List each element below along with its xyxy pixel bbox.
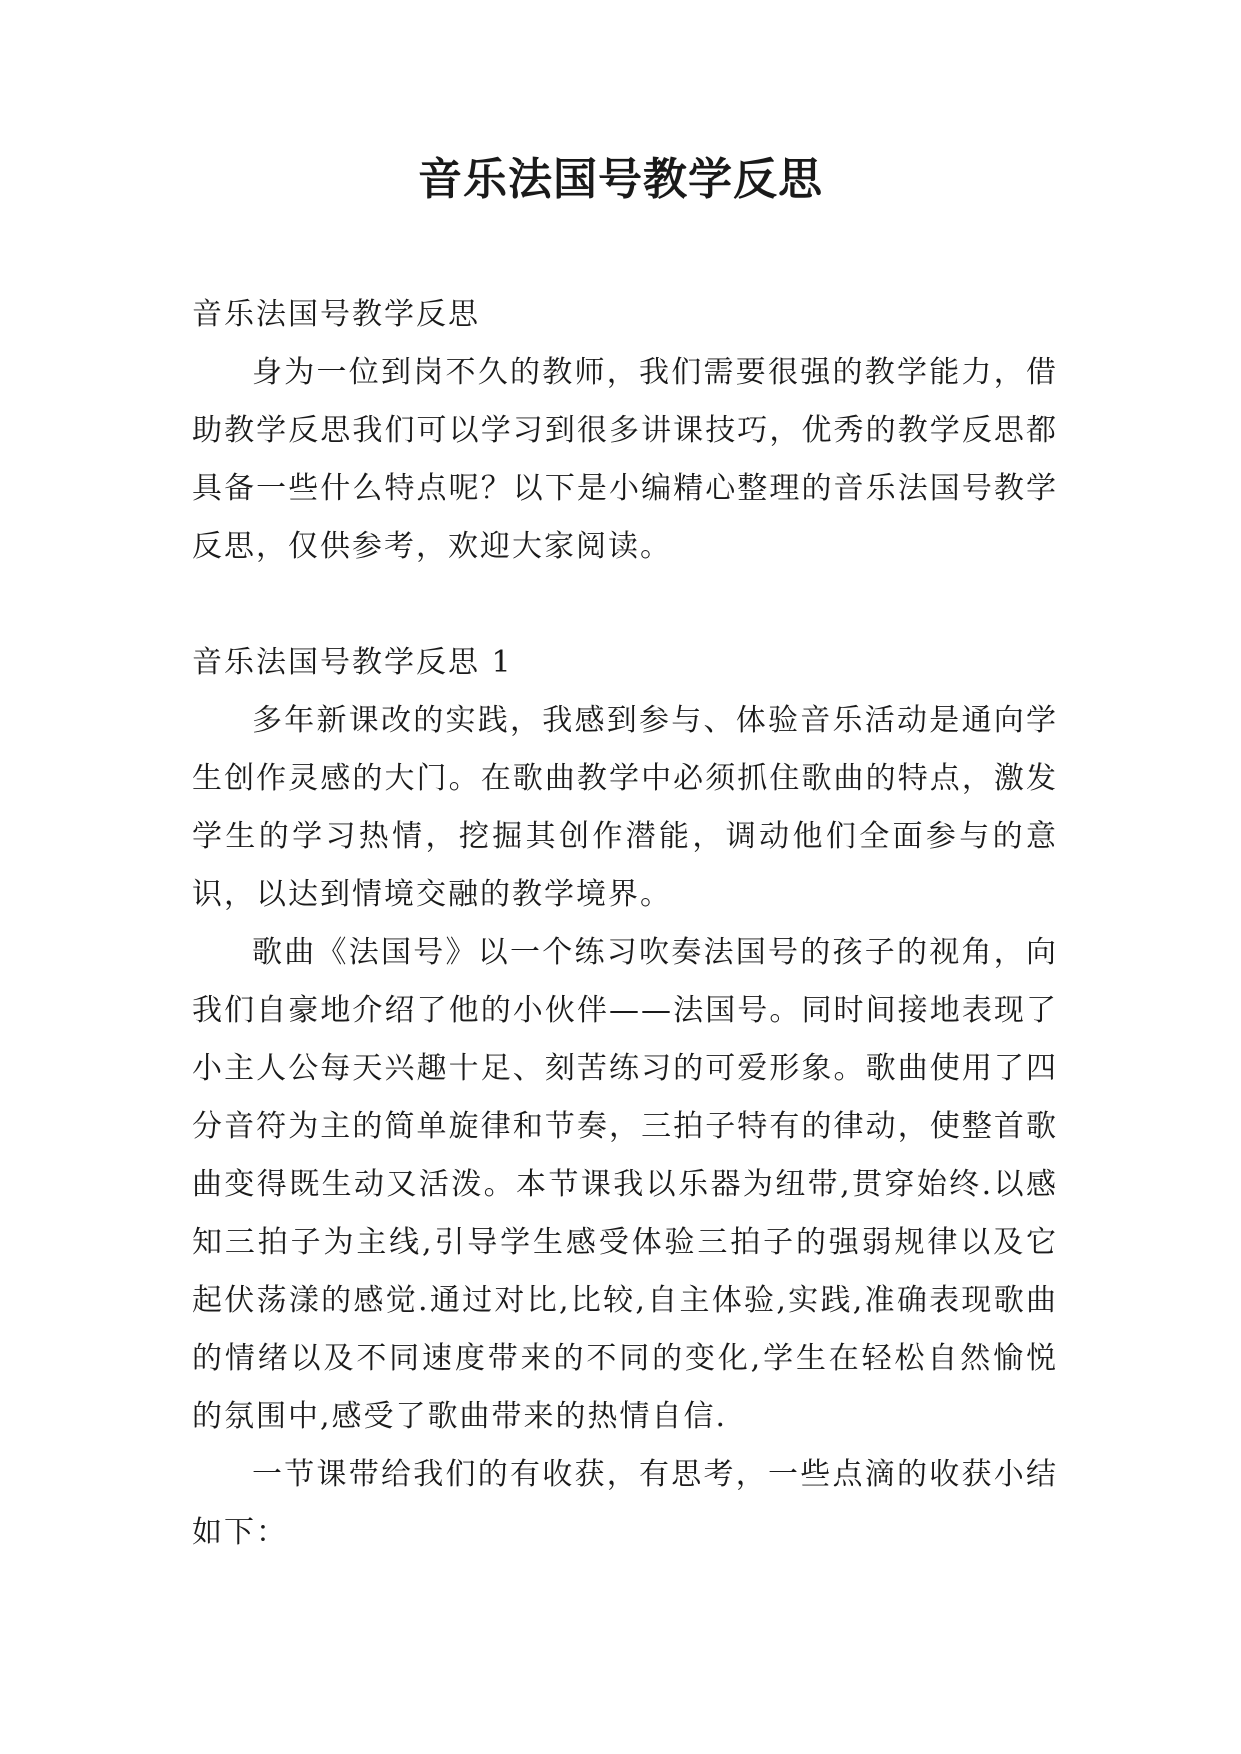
intro-heading: 音乐法国号教学反思 xyxy=(192,297,480,332)
document-title: 音乐法国号教学反思 xyxy=(418,154,823,205)
section-1-paragraph-2: 歌曲《法国号》以一个练习吹奏法国号的孩子的视角，向我们自豪地介绍了他的小伙伴——法国号。同时间接地表现了小主人公每天兴趣十足、刻苦练习的可爱形象。歌曲使用了四分音符为主的简单旋律和节奏，三拍子特有的律动，使整首歌曲变得既生动又活泼。本节课我以乐器为纽带,贯穿始终.以感知三拍子为主线,引导学生感受体验三拍子的强弱规律以及它起伏荡漾的感觉.通过对比,比较,自主体验,实践,准确表现歌曲的情绪以及不同速度带来的不同的变化,学生在轻松自然愉悦的氛围中,感受了歌曲带来的热情自信. xyxy=(192,935,1058,1434)
intro-paragraph: 身为一位到岗不久的教师，我们需要很强的教学能力，借助教学反思我们可以学习到很多讲课技巧，优秀的教学反思都具备一些什么特点呢？以下是小编精心整理的音乐法国号教学反思，仅供参考，欢迎大家阅读。 xyxy=(192,355,1058,564)
section-1-paragraph-3: 一节课带给我们的有收获，有思考，一些点滴的收获小结如下： xyxy=(192,1457,1058,1550)
section-spacer xyxy=(192,576,1058,634)
section-1-heading: 音乐法国号教学反思 1 xyxy=(192,645,513,680)
document-body xyxy=(192,286,1058,1562)
section-1-paragraph-1: 多年新课改的实践，我感到参与、体验音乐活动是通向学生创作灵感的大门。在歌曲教学中必须抓住歌曲的特点，激发学生的学习热情，挖掘其创作潜能，调动他们全面参与的意识，以达到情境交融的教学境界。 xyxy=(192,703,1058,912)
